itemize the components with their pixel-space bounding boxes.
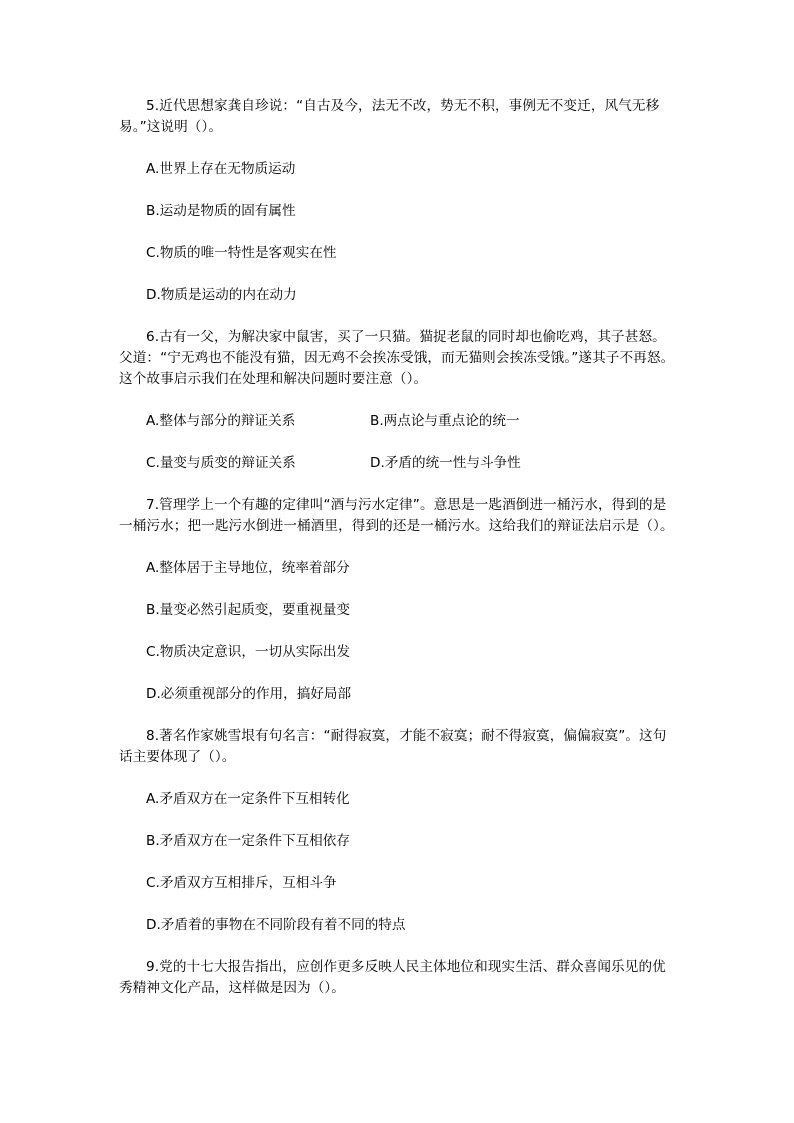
question-6-options-row-1 (119, 411, 675, 432)
question-5-option-a: A.世界上存在无物质运动 (146, 161, 296, 177)
question-6-option-b: B.两点论与重点论的统一 (370, 413, 520, 429)
question-5-option-b: B.运动是物质的固有属性 (146, 203, 296, 219)
question-7-option-d: D.必须重视部分的作用，搞好局部 (146, 686, 352, 702)
question-6-option-d: D.矛盾的统一性与斗争性 (370, 455, 521, 471)
question-6-option-c: C.量变与质变的辩证关系 (146, 455, 296, 471)
question-6-options-row-2 (119, 453, 675, 474)
question-8-option-a: A.矛盾双方在一定条件下互相转化 (146, 791, 350, 807)
question-6-option-a: A.整体与部分的辩证关系 (146, 413, 296, 429)
question-8-stem: 8.著名作家姚雪垠有句名言：“耐得寂寞，才能不寂寞；耐不得寂寞，偏偏寂寞”。这句话主要体现了（）。 (119, 728, 667, 765)
question-8-option-b: B.矛盾双方在一定条件下互相依存 (146, 833, 350, 849)
question-8-option-d: D.矛盾着的事物在不同阶段有着不同的特点 (146, 917, 406, 933)
question-7-option-a: A.整体居于主导地位，统率着部分 (146, 560, 350, 576)
question-7-stem: 7.管理学上一个有趣的定律叫“酒与污水定律”。意思是一匙酒倒进一桶污水，得到的是一桶污水；把一匙污水倒进一桶酒里，得到的还是一桶污水。这给我们的辩证法启示是（）。 (119, 497, 674, 534)
question-7-option-b: B.量变必然引起质变，要重视量变 (146, 602, 350, 618)
question-6-stem: 6.古有一父，为解决家中鼠害，买了一只猫。猫捉老鼠的同时却也偷吃鸡，其子甚怒。父道：“宁无鸡也不能没有猫，因无鸡不会挨冻受饿，而无猫则会挨冻受饿。”遂其子不再怒。这个故事启示我们在处理和解决问题时要注意（）。 (119, 329, 675, 387)
question-5-option-c: C.物质的唯一特性是客观实在性 (146, 245, 337, 261)
question-7-option-c: C.物质决定意识，一切从实际出发 (146, 644, 351, 660)
question-5-option-d: D.物质是运动的内在动力 (146, 287, 297, 303)
question-8-option-c: C.矛盾双方互相排斥，互相斗争 (146, 875, 337, 891)
document-page (119, 96, 675, 999)
question-9-stem: 9.党的十七大报告指出，应创作更多反映人民主体地位和现实生活、群众喜闻乐见的优秀精神文化产品，这样做是因为（）。 (119, 959, 666, 996)
question-5-stem: 5.近代思想家龚自珍说：“自古及今，法无不改，势无不积，事例无不变迁，风气无移易。”这说明（）。 (119, 98, 660, 135)
